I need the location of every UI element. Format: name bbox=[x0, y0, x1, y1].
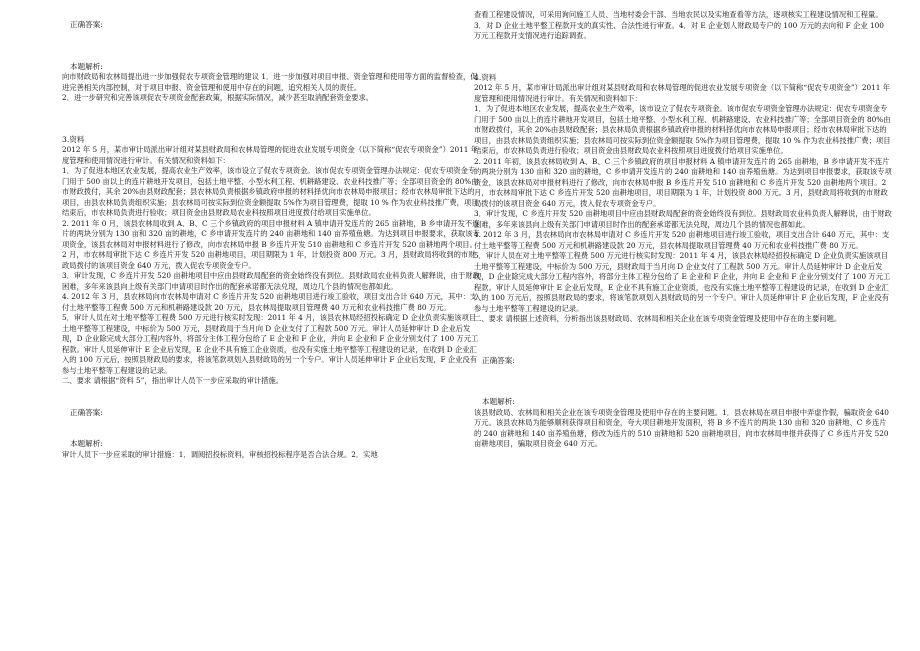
left-column bbox=[62, 10, 480, 460]
analysis-paragraph: 2．进一步研究和完善该项促农专项资金配套政策，根据实际情况，减少甚至取消配套资金要求。 bbox=[62, 93, 374, 102]
analysis-paragraph: 审计人员下一步应采取的审计措施：1．调阅招投标资料，审核招投标程序是否合法合规。2．实地 bbox=[62, 449, 378, 459]
case-paragraph: 1．为了促进本地区农业发展，提高农业生产效率，该市设立了促农专项资金。该市促农专项资金管理办法规定：促农专项资金专门用于 500 亩以上的连片耕地开发项目，包括土地平整、小型水利工程、机耕路建设、农业科技推广等；全部项目资金的 80%由市财政拨付，其余 20%由县财政配套；县农林局负责根据乡镇政府申报的材料择优向市农林局申报项目；经市农林局审批下达的项目，由县农林局负责组织实施；县农林局可按实际到位资金额提取 5%作为项目管理费，提取 10 % 作为农业科技推广费，项目结束后，市农林局负责进行验收；项目资金由县财政局农业科按照项目进度拨付给项目实施单位。 bbox=[62, 166, 479, 217]
case-paragraph: 2. 2011 年 0 月，该县农林局收到 A、B、C 三个乡镇政府的项目申报材料 A 镇申请开发连片的 265 亩耕地，B 乡申请开发不连片的两块分别为 130 亩和 320 亩的耕地，C 乡申请开发连片的 240 亩耕地和 140 亩养殖鱼塘。为达到项目申报要求，获取该专项资金，该县农林局对申报材料进行了修改，向市农林局申报 B 乡连片开发 510 亩耕地和 C 乡连片开发 520 亩耕地两个项目。2 月，市农林局审批下达 C 乡连片开发 520 亩耕地项目，项目期限为 1 年，计划投资 800 万元。3 月，县财政局将收到的市财政局拨付的该项目资金 640 万元，拨入促农专项资金专户。 bbox=[62, 218, 480, 270]
analysis-paragraph: 查看工程建设情况，可采用询问施工人员、当地村委会干部、当地农民以及实地查看等方法，逐项核实工程建设情况和工程量。3．对 D 企业土地平整工程款开支的真实性、合法性进行审查。4．对 E 企业划人财政局专户的 100 万元的去向和 F 企业 100 万元工程款开支情况进行追踪调查。 bbox=[474, 10, 884, 40]
analysis-label: 本题解析: bbox=[70, 439, 103, 448]
case-paragraph: 2012 年 5 月，某市审计局派出审计组对某县财政局和农林局管理的促进农业发展专项资金（以下简称“促农专项资金”）2011 年度管理和使用情况进行审计。有关情况和资料如下： bbox=[474, 83, 891, 103]
case-paragraph: 3．审计发现，C 乡连片开发 520 亩耕地项目中应由县财政局配套的资金始终没有到位。县财政局农业科负责人解释说，由于财政困难，多年来该县向上级有关部门申请项目时作出的配套承诺都无法兑现，周边几个县的情况也都如此。 bbox=[62, 271, 480, 291]
case-requirement: 二、要求 请根据上述资料，分析指出该县财政局、农林局和相关企业在该专项资金管理及使用中存在的主要问题。 bbox=[474, 314, 842, 323]
right-column bbox=[474, 10, 892, 450]
case-paragraph: 2. 2011 年初，该县农林局收到 A、B、C 三个乡镇政府的项目申报材料 A 镇申请开发连片的 265 亩耕地，B 乡申请开发不连片的两块分别为 130 亩和 320 亩的耕地，C 乡申请开发连片的 240 亩耕地和 140 亩养殖鱼塘。为达到项目申报要求，获取该专项资金，该县农林局对申报材料进行了修改，向市农林局申报 B 乡连片开发 510 亩耕地和 C 乡连片开发 520 亩耕地两个项目。2 月，市农林局审批下达 C 乡连片开发 520 亩耕地项目，项目期限为 1 年，计划投资 800 万元。3 月，县财政局将收到的市财政局拨付的该项目资金 640 万元，拨入促农专项资金专户。 bbox=[474, 156, 892, 208]
case-paragraph: 4. 2012 年 3 月，县农林局向市农林局申请对 C 乡连片开发 520 亩耕地项目进行竣工验收，项目支出合计 640 万元，其中：支付土地平整等工程费 500 万元和机耕路建设款 20 万元，县农林局提取项目管理费 40 万元和农业科技推广费 80 万元。 bbox=[474, 230, 890, 250]
analysis-paragraph: 该县财政局、农林局和相关企业在该专项资金管理及使用中存在的主要问题。1．县农林局在项目申报中弄虚作假，骗取资金 640 万元。该县农林局为能够顺利获得项目和资金，夸大项目耕地开发面积，将 B 乡不连片的两块 130 亩和 320 亩耕地、C 乡连片的 240 亩耕地和 140 亩养殖鱼塘，修改为连片的 510 亩耕地和 520 亩耕地项目，向市农林局申报并获得了 C 乡连片开发 520 亩耕地项目，骗取项目资金 640 万元。 bbox=[474, 407, 889, 448]
case-paragraph: 5．审计人员在对土地平整等工程费 500 万元进行核实时发现：2011 年 4 月，该县农林局经招投标确定 D 企业负责实施该项目土地平整等工程建设，中标价为 500 万元，县财政局于当月向 D 企业支付了工程款 500 万元。审计人员延伸审计 D 企业后发现，D 企业除完成大部分工程内容外，将部分主体工程分包给了 E 企业和 F 企业，并向 E 企业和 F 企业分别支付了 100 万元工程款。审计人员延伸审计 E 企业后发现，E 企业不具有施工企业资质，也没有实施土地平整等工程建设的记录，在收到 D 企业汇入的 100 万元后，按照县财政局的要求，将该笔款项划入县财政局的另一个专户。审计人员延伸审计 F 企业后发现，F 企业没有参与土地平整等工程建设的记录。 bbox=[62, 313, 479, 375]
answer-label: 正确答案: bbox=[70, 20, 103, 29]
analysis-label: 本题解析: bbox=[70, 61, 103, 71]
case-paragraph: 1．为了促进本地区农业发展，提高农业生产效率，该市设立了促农专项资金。该市促农专项资金管理办法规定：促农专项资金专门用于 500 亩以上的连片耕地开发项目，包括土地平整、小型水利工程、机耕路建设、农业科技推广等；全部项目资金的 80%由市财政拨付，其余 20%由县财政配套；县农林局负责根据乡镇政府申报的材料择优向市农林局申报项目；经市农林局审批下达的项目，由县农林局负责组织实施；县农林局可按实际到位资金额提取 5%作为项目管理费，提取 10 % 作为农业科技推广费；项目结束后，市农林局负责进行验收；项目资金由县财政局农业科按照项目进度拨付给项目实施单位。 bbox=[474, 104, 891, 155]
case-paragraph: 2012 年 5 月，某市审计局派出审计组对某县财政局和农林局管理的促进农业发展专项资金（以下简称“促农专项资金”）2011 年度管理和使用情况进行审计。有关情况和资料如下： bbox=[62, 145, 479, 165]
analysis-label: 本题解析: bbox=[482, 397, 515, 406]
case-title: 4.资料 bbox=[474, 72, 497, 82]
case-title: 3.资料 bbox=[62, 134, 85, 144]
case-paragraph: 3．审计发现，C 乡连片开发 520 亩耕地项目中应由县财政局配套的资金始终没有到位。县财政局农业科负责人解释说，由于财政困难，多年来该县向上级有关部门申请项目时作出的配套承诺都无法兑现，周边几个县的情况也都如此。 bbox=[474, 209, 892, 229]
analysis-paragraph: 向市财政局和农林局提出进一步加强促农专项资金管理的建议 1．进一步加强对项目申报、资金管理和使用等方面的监督检查，促进完善相关内部控制，对于项目申报、资金管理和使用中存在的问题，追究相关人员的责任。 bbox=[62, 72, 478, 92]
answer-label: 正确答案: bbox=[482, 355, 515, 365]
case-paragraph: 4. 2012 年 3 月，县农林局向市农林局申请对 C 乡连片开发 520 亩耕地项目进行竣工验收，项目支出合计 640 万元，其中：支付土地平整等工程费 500 万元和机耕路建设款 20 万元，县农林局提取项目管理费 40 万元和农业科技推广费 80 万元。 bbox=[62, 292, 478, 312]
case-requirement: 二、要求 请根据“资料 5”，指出审计人员下一步应采取的审计措施。 bbox=[62, 376, 284, 385]
answer-label: 正确答案: bbox=[70, 407, 103, 417]
case-paragraph: 5．审计人员在对土地平整等工程费 500 万元进行核实时发现：2011 年 4 月，该县农林局经招投标确定 D 企业负责实施该项目土地平整等工程建设，中标价为 500 万元，县财政局于当月向 D 企业支付了工程款 500 万元。审计人员延伸审计 D 企业后发现，D 企业除完成大部分工程内容外，将部分主体工程分包给了 E 企业和 F 企业，并向 E 企业和 F 企业分别支付了 100 万元工程款。审计人员延伸审计 E 企业后发现，E 企业不具有施工企业资质，也没有实施土地平整等工程建设的记录，在收到 D 企业汇入的 100 万元后，按照县财政局的要求，将该笔款项划入县财政局的另一个专户。审计人员延伸审计 F 企业后发现，F 企业没有参与土地平整等工程建设的记录。 bbox=[474, 251, 891, 313]
